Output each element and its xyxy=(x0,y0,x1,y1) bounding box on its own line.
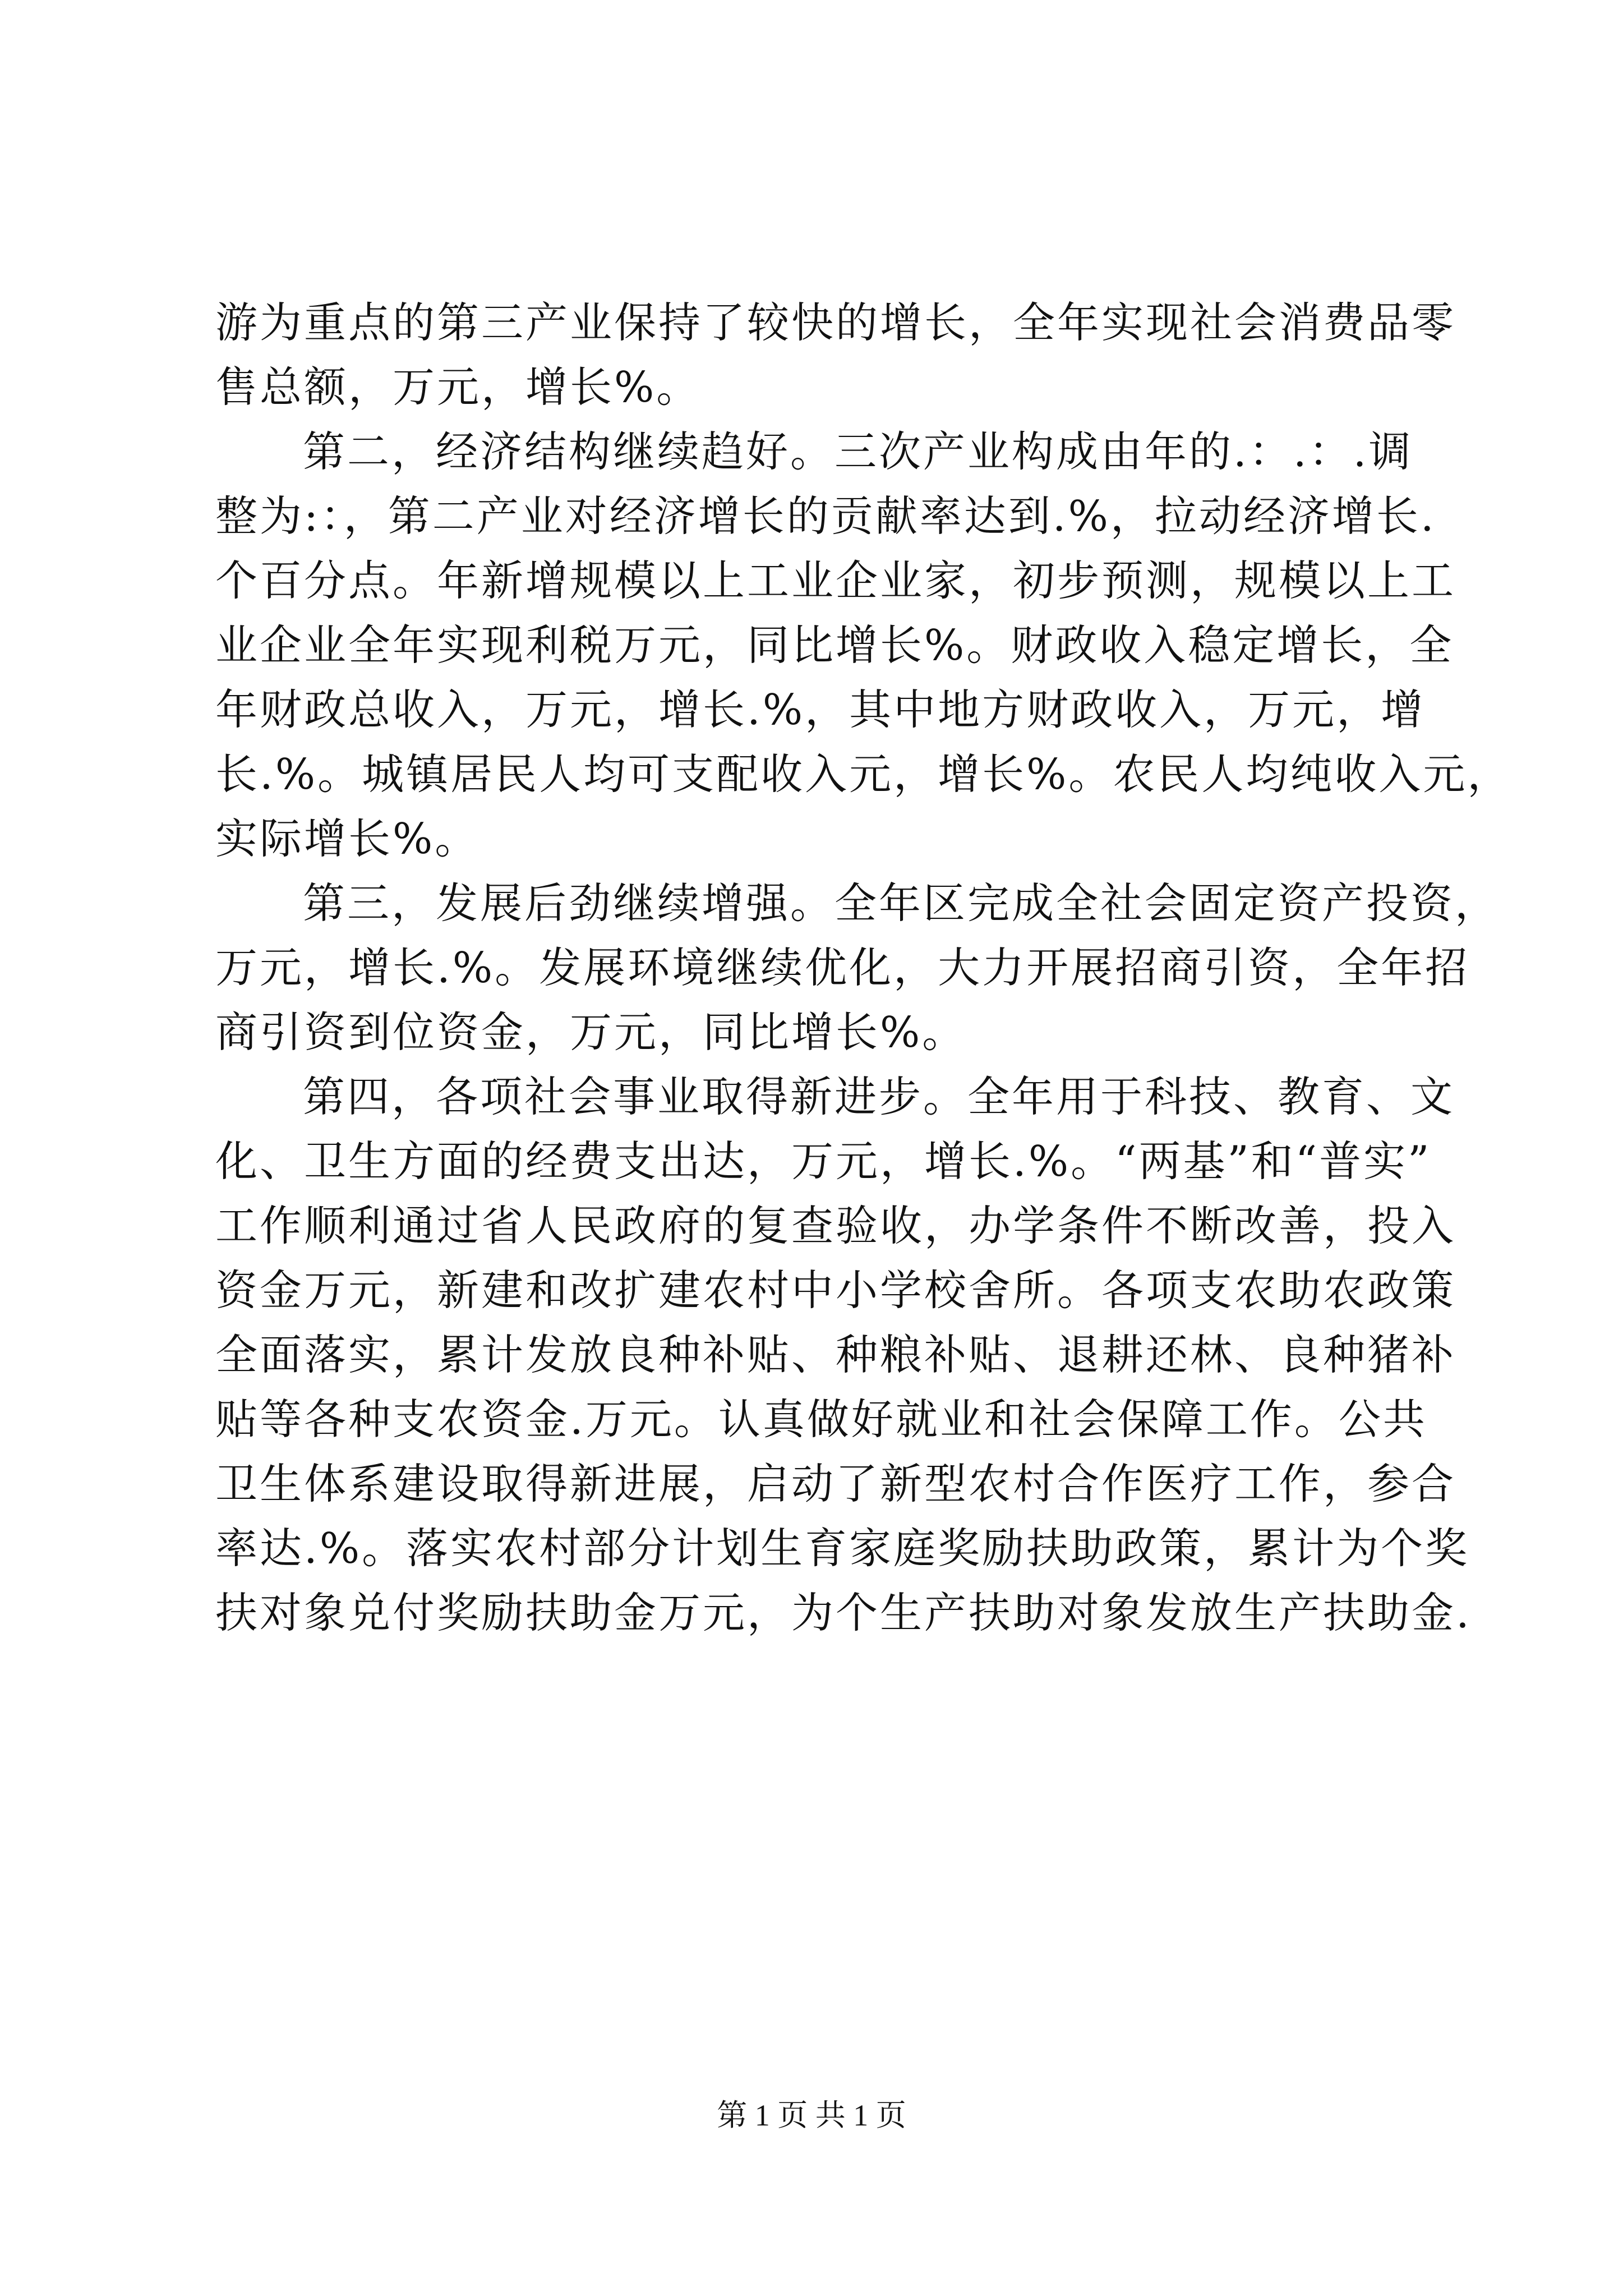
text-line: 年财政总收入，万元，增长.%，其中地方财政收入，万元，增 xyxy=(215,685,1426,734)
document-body xyxy=(215,291,1512,1645)
text-line: 售总额，万元，增长%。 xyxy=(215,362,701,412)
text-line: 贴等各种支农资金.万元。认真做好就业和社会保障工作。公共 xyxy=(215,1395,1427,1444)
text-line: 扶对象兑付奖励扶助金万元，为个生产扶助对象发放生产扶助金. xyxy=(215,1588,1472,1637)
text-line: 整为:：，第二产业对经济增长的贡献率达到.%，拉动经济增长. xyxy=(215,491,1436,541)
text-line: 个百分点。年新增规模以上工业企业家，初步预测，规模以上工 xyxy=(215,556,1456,605)
text-line: 全面落实，累计发放良种补贴、种粮补贴、退耕还林、良种猪补 xyxy=(215,1330,1456,1379)
text-line: 化、卫生方面的经费支出达，万元，增长.%。“两基”和“普实” xyxy=(215,1137,1432,1186)
text-line: 业企业全年实现利税万元，同比增长%。财政收入稳定增长，全 xyxy=(215,620,1454,670)
text-line: 资金万元，新建和改扩建农村中小学校舍所。各项支农助农政策 xyxy=(215,1266,1456,1315)
text-line: 长.%。城镇居民人均可支配收入元，增长%。农民人均纯收入元， xyxy=(215,749,1512,799)
text-line: 万元，增长.%。发展环境继续优化，大力开展招商引资，全年招 xyxy=(215,943,1470,992)
paragraph-start-line: 第三，发展后劲继续增强。全年区完成全社会固定资产投资， xyxy=(303,878,1500,928)
paragraph-start-line: 第二，经济结构继续趋好。三次产业构成由年的.：.：.调 xyxy=(303,427,1413,476)
text-line: 卫生体系建设取得新进展，启动了新型农村合作医疗工作，参合 xyxy=(215,1459,1456,1508)
text-line: 工作顺利通过省人民政府的复查验收，办学条件不断改善，投入 xyxy=(215,1201,1456,1250)
text-line: 率达.%。落实农村部分计划生育家庭奖励扶助政策，累计为个奖 xyxy=(215,1524,1470,1573)
text-line: 游为重点的第三产业保持了较快的增长，全年实现社会消费品零 xyxy=(215,298,1456,347)
text-line: 实际增长%。 xyxy=(215,814,479,863)
text-line: 商引资到位资金，万元，同比增长%。 xyxy=(215,1007,967,1057)
paragraph-start-line: 第四，各项社会事业取得新进步。全年用于科技、教育、文 xyxy=(303,1072,1455,1121)
page-footer: 第 1 页 共 1 页 xyxy=(717,2099,906,2132)
